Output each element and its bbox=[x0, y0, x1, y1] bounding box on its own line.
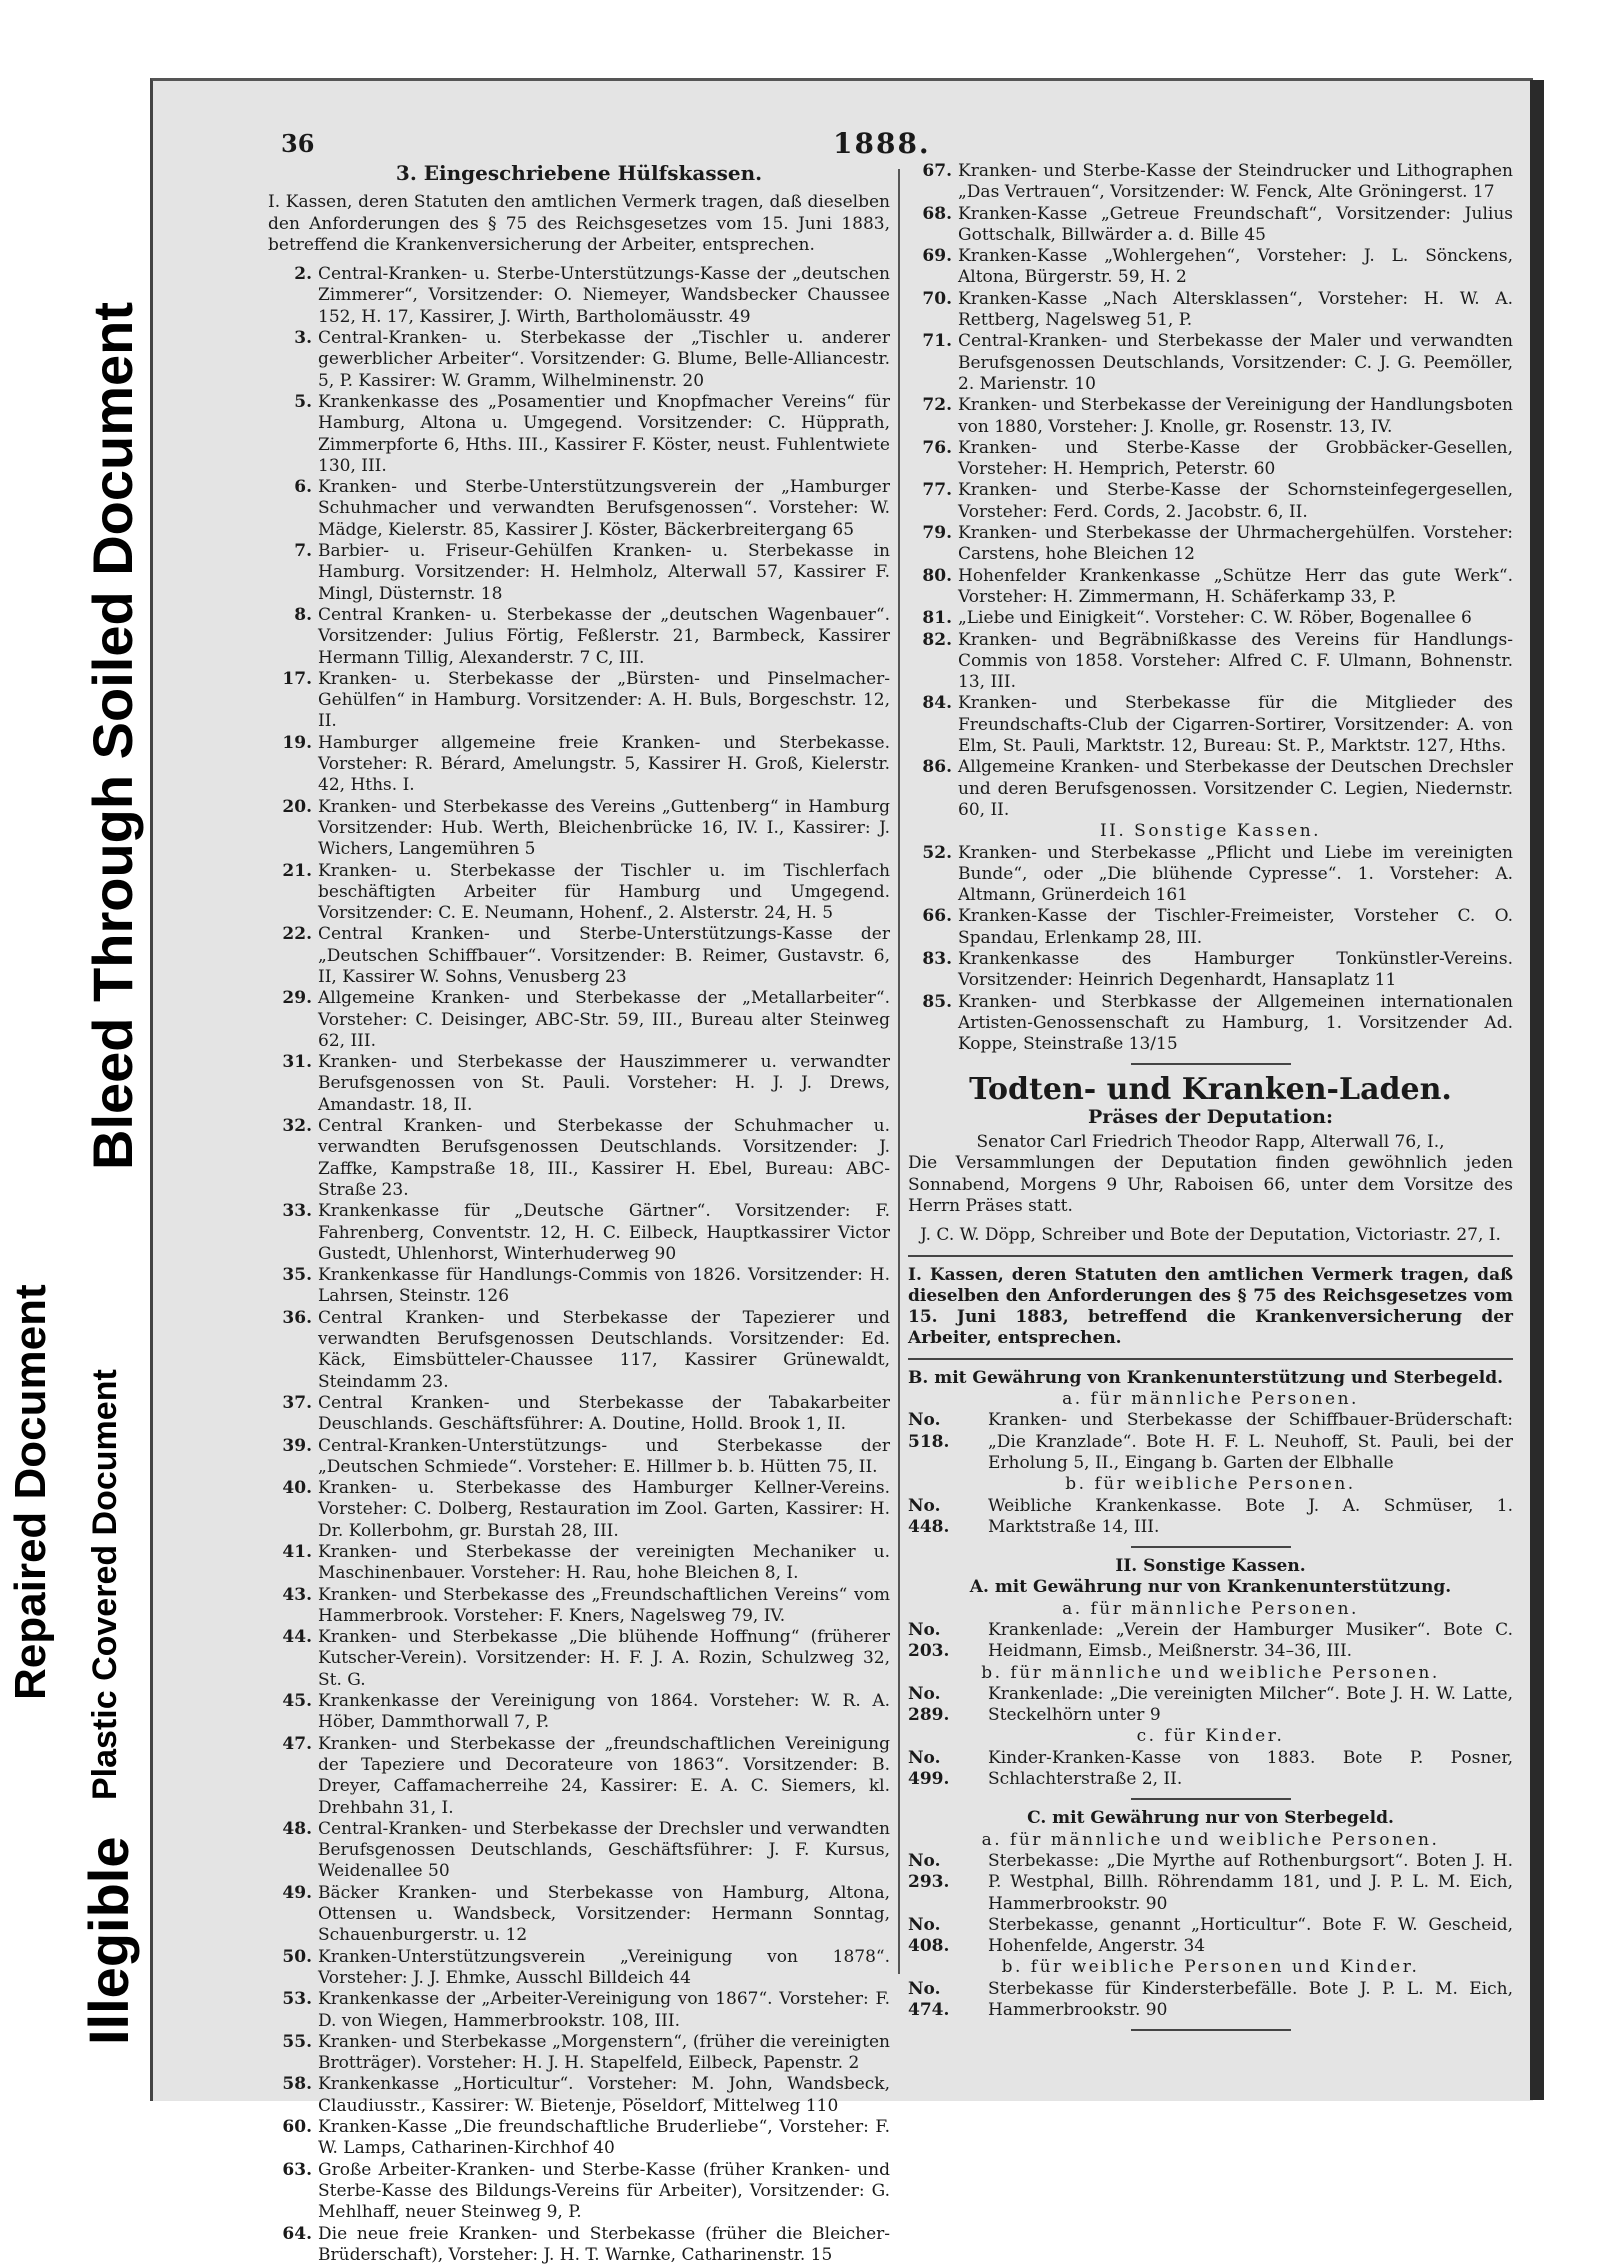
entry-number: 69. bbox=[908, 246, 958, 289]
c-heading: C. mit Gewährung nur von Sterbegeld. bbox=[908, 1808, 1513, 1829]
entry-number: 48. bbox=[268, 1819, 318, 1883]
a3-mw: a. für männliche und weibliche Personen. bbox=[908, 1830, 1513, 1851]
entry bbox=[268, 2160, 890, 2224]
entry-number: 49. bbox=[268, 1883, 318, 1947]
entry bbox=[268, 2074, 890, 2117]
entry-number: 55. bbox=[268, 2032, 318, 2075]
entry-number: 85. bbox=[908, 992, 958, 1056]
entry-text: Central-Kranken- u. Sterbe-Unterstützungs-Kasse der „deutschen Zimmerer“, Vorsitzender: O. Niemeyer, Wandsbecker Chaussee 152, H. 17, Kassirer, J. Wirth, Bartholomäusstr. 49 bbox=[318, 264, 890, 328]
section-sonstige-kassen: II. Sonstige Kassen. bbox=[908, 821, 1513, 842]
entry-no499 bbox=[908, 1748, 1513, 1791]
entry bbox=[908, 693, 1513, 757]
entry bbox=[268, 924, 890, 988]
entry-text: Central-Kranken-Unterstützungs- und Sterbekasse der „Deutschen Schmiede“. Vorsteher: E. Hillmer b. b. Hütten 75, II. bbox=[318, 1436, 890, 1479]
entry-number: No. 408. bbox=[908, 1915, 988, 1958]
entry bbox=[268, 1201, 890, 1265]
entry bbox=[268, 264, 890, 328]
entry bbox=[908, 480, 1513, 523]
entry-number: 86. bbox=[908, 757, 958, 821]
entry-text: Kranken-Kasse der Tischler-Freimeister, Vorsteher C. O. Spandau, Erlenkamp 28, III. bbox=[958, 906, 1513, 949]
entry bbox=[268, 541, 890, 605]
entry bbox=[268, 1542, 890, 1585]
entry bbox=[908, 395, 1513, 438]
entry-text: Barbier- u. Friseur-Gehülfen Kranken- u. Sterbekasse in Hamburg. Vorsitzender: H. Helmholz, Alterwall 57, Kassirer F. Mingl, Düsternstr. 18 bbox=[318, 541, 890, 605]
entry bbox=[268, 477, 890, 541]
entry-number: 35. bbox=[268, 1265, 318, 1308]
entry-number: 53. bbox=[268, 1989, 318, 2032]
entry bbox=[908, 906, 1513, 949]
entry-text: Weibliche Krankenkasse. Bote J. A. Schmüser, 1. Marktstraße 14, III. bbox=[988, 1496, 1513, 1539]
divider bbox=[1131, 1063, 1291, 1065]
entry-text: Kranken- und Sterbe-Unterstützungsverein der „Hamburger Schuhmacher und verwandten Berufsgenossen“. Vorsteher: W. Mädge, Kielerstr. 85, Kassirer J. Köster, Bäckerbreitergang 65 bbox=[318, 477, 890, 541]
page-year: 1888. bbox=[833, 127, 931, 160]
entry-text: Hamburger allgemeine freie Kranken- und Sterbekasse. Vorsteher: R. Bérard, Amelungstr. 5, Kassirer H. Groß, Kielerstr. 42, Hths. I. bbox=[318, 733, 890, 797]
entry-text: Central Kranken- und Sterbe-Unterstützungs-Kasse der „Deutschen Schiffbauer“. Vorsitzender: B. Reimer, Gustavstr. 6, II, Kassirer W. Sohns, Venusberg 23 bbox=[318, 924, 890, 988]
entry bbox=[908, 246, 1513, 289]
entry-number: 39. bbox=[268, 1436, 318, 1479]
left-column bbox=[268, 161, 890, 2266]
entry-number: 2. bbox=[268, 264, 318, 328]
entry-text: Kranken- und Begräbnißkasse des Vereins für Handlungs-Commis von 1858. Vorsteher: Alfred C. F. Ulmann, Bohnenstr. 13, III. bbox=[958, 630, 1513, 694]
ii-sonstige: II. Sonstige Kassen. bbox=[908, 1556, 1513, 1577]
entry bbox=[908, 630, 1513, 694]
entry-number: 71. bbox=[908, 331, 958, 395]
entry-text: Krankenkasse der „Arbeiter-Vereinigung von 1867“. Vorsteher: F. D. von Wiegen, Hammerbrookstr. 108, III. bbox=[318, 1989, 890, 2032]
a-heading: A. mit Gewährung nur von Krankenunterstützung. bbox=[908, 1577, 1513, 1598]
entry bbox=[268, 1116, 890, 1201]
entry bbox=[268, 861, 890, 925]
entry-number: 60. bbox=[268, 2117, 318, 2160]
entry bbox=[908, 992, 1513, 1056]
entry-text: Hohenfelder Krankenkasse „Schütze Herr das gute Werk“. Vorsteher: H. Zimmermann, H. Schäferkamp 33, P. bbox=[958, 566, 1513, 609]
entry bbox=[268, 1393, 890, 1436]
entry-text: Kranken- und Sterbekasse der Vereinigung der Handlungsboten von 1880, Vorsteher: J. Knolle, gr. Rosenstr. 13, IV. bbox=[958, 395, 1513, 438]
entry bbox=[268, 1883, 890, 1947]
entry-text: Kranken-Kasse „Die freundschaftliche Bruderliebe“, Vorsteher: F. W. Lamps, Catharinen-Kirchhof 40 bbox=[318, 2117, 890, 2160]
entry-text: Sterbekasse, genannt „Horticultur“. Bote F. W. Gescheid, Hohenfelde, Angerstr. 34 bbox=[988, 1915, 1513, 1958]
entry-number: 64. bbox=[268, 2224, 318, 2266]
entry-no293 bbox=[908, 1851, 1513, 1915]
entry-text: Sterbekasse für Kindersterbefälle. Bote J. P. L. M. Eich, Hammerbrookstr. 90 bbox=[988, 1979, 1513, 2022]
entry-text: Central Kranken- und Sterbekasse der Tabakarbeiter Deuschlands. Geschäftsführer: A. Doutine, Holld. Brook 1, II. bbox=[318, 1393, 890, 1436]
entry-number: 6. bbox=[268, 477, 318, 541]
entry-number: 20. bbox=[268, 797, 318, 861]
entry bbox=[908, 843, 1513, 907]
entry-number: 32. bbox=[268, 1116, 318, 1201]
entry-number: 66. bbox=[908, 906, 958, 949]
left-intro: I. Kassen, deren Statuten den amtlichen Vermerk tragen, daß dieselben den Anforderungen des § 75 des Reichsgesetzes vom 15. Juni 1883, betreffend die Krankenversicherung der Arbeiter, entsprechen. bbox=[268, 192, 890, 256]
todten-title: Todten- und Kranken-Laden. bbox=[908, 1079, 1513, 1100]
entry-text: Bäcker Kranken- und Sterbekasse von Hamburg, Altona, Ottensen u. Wandsbeck, Vorsitzender: Hermann Sonntag, Schauenburgerstr. u. 12 bbox=[318, 1883, 890, 1947]
c-kinder: c. für Kinder. bbox=[908, 1726, 1513, 1747]
entry-text: Sterbekasse: „Die Myrthe auf Rothenburgsort“. Boten J. H. P. Westphal, Billh. Röhrendamm 181, und J. P. L. M. Eich, Hammerbrookstr. 90 bbox=[988, 1851, 1513, 1915]
entry-number: 79. bbox=[908, 523, 958, 566]
entry-number: 41. bbox=[268, 1542, 318, 1585]
entry-number: No. 518. bbox=[908, 1410, 988, 1474]
entry-text: Große Arbeiter-Kranken- und Sterbe-Kasse (früher Kranken- und Sterbe-Kasse des Bildungs-Vereins für Arbeiter), Vorsitzender: G. Mehlhaff, neuer Steinweg 9, P. bbox=[318, 2160, 890, 2224]
entry-number: 21. bbox=[268, 861, 318, 925]
entry-text: Krankenkasse „Horticultur“. Vorsteher: M. John, Wandsbeck, Claudiusstr., Kassirer: W. Bietenje, Pöseldorf, Mittelweg 110 bbox=[318, 2074, 890, 2117]
entry bbox=[268, 1478, 890, 1542]
entry-number: No. 499. bbox=[908, 1748, 988, 1791]
entry-text: Allgemeine Kranken- und Sterbekasse der Deutschen Drechsler und deren Berufsgenossen. Vorsitzender C. Legien, Niedernstr. 60, II. bbox=[958, 757, 1513, 821]
entry bbox=[268, 669, 890, 733]
entry-text: Kranken- und Sterbekasse „Die blühende Hoffnung“ (früherer Kutscher-Verein). Vorsitzender: H. F. J. A. Rozin, Schulzweg 32, St. G. bbox=[318, 1627, 890, 1691]
entry-number: 3. bbox=[268, 328, 318, 392]
entry-number: 31. bbox=[268, 1052, 318, 1116]
entry bbox=[268, 1308, 890, 1393]
entry-text: Kranken- und Sterbekasse für die Mitglieder des Freundschafts-Club der Cigarren-Sortirer, Vorsitzender: A. von Elm, St. Pauli, Marktstr. 12, Bureau: St. P., Marktstr. 127, Hths. bbox=[958, 693, 1513, 757]
entry-text: Kranken-Kasse „Nach Altersklassen“, Vorsteher: H. W. A. Rettberg, Nagelsweg 51, P. bbox=[958, 289, 1513, 332]
entry bbox=[268, 1819, 890, 1883]
b-maennlich-weiblich: b. für männliche und weibliche Personen. bbox=[908, 1663, 1513, 1684]
entry-text: Kranken- und Sterbekasse der Uhrmachergehülfen. Vorsteher: Carstens, hohe Bleichen 12 bbox=[958, 523, 1513, 566]
entry bbox=[268, 1052, 890, 1116]
entry-number: 52. bbox=[908, 843, 958, 907]
entry-number: No. 448. bbox=[908, 1496, 988, 1539]
b-weiblich-kinder: b. für weibliche Personen und Kinder. bbox=[908, 1957, 1513, 1978]
entry-text: Kranken- und Sterbekasse der vereinigten Mechaniker u. Maschinenbauer. Vorsteher: H. Rau, hohe Bleichen 8, I. bbox=[318, 1542, 890, 1585]
entry bbox=[908, 161, 1513, 204]
entry-text: Kranken-Kasse „Wohlergehen“, Vorsteher: J. L. Sönckens, Altona, Bürgerstr. 59, H. 2 bbox=[958, 246, 1513, 289]
entry-text: Kranken- und Sterbekasse „Morgenstern“, (früher die vereinigten Brotträger). Vorsteher: H. J. H. Stapelfeld, Eilbeck, Papenstr. 2 bbox=[318, 2032, 890, 2075]
label-soiled-document: Soiled Document bbox=[81, 302, 144, 759]
divider bbox=[1131, 1798, 1291, 1800]
entry bbox=[908, 204, 1513, 247]
left-entries bbox=[268, 264, 890, 2266]
entry bbox=[268, 2117, 890, 2160]
entry-no448 bbox=[908, 1496, 1513, 1539]
entry-text: Central-Kranken- u. Sterbekasse der „Tischler u. anderer gewerblicher Arbeiter“. Vorsitzender: G. Blume, Belle-Alliancestr. 5, P. Kassirer: W. Gramm, Wilhelminenstr. 20 bbox=[318, 328, 890, 392]
scanned-page bbox=[150, 78, 1533, 2101]
entry-number: 81. bbox=[908, 608, 958, 629]
entry-text: Allgemeine Kranken- und Sterbekasse der „Metallarbeiter“. Vorsteher: C. Deisinger, ABC-Str. 59, III., Bureau alter Steinweg 62, III. bbox=[318, 988, 890, 1052]
entry-number: 70. bbox=[908, 289, 958, 332]
entry-number: 5. bbox=[268, 392, 318, 477]
entry-number: 83. bbox=[908, 949, 958, 992]
entry bbox=[268, 328, 890, 392]
entry-number: No. 293. bbox=[908, 1851, 988, 1915]
b-heading: B. mit Gewährung von Krankenunterstützung und Sterbegeld. bbox=[908, 1368, 1513, 1389]
entry-text: Kranken- und Sterbe-Kasse der Steindrucker und Lithographen „Das Vertrauen“, Vorsitzender: W. Fenck, Alte Gröningerst. 17 bbox=[958, 161, 1513, 204]
label-repaired-document: Repaired Document bbox=[6, 1284, 56, 1700]
entry bbox=[268, 1627, 890, 1691]
entry-number: 37. bbox=[268, 1393, 318, 1436]
entry-text: Kranken- und Sterbekasse des „Freundschaftlichen Vereins“ vom Hammerbrook. Vorsteher: F. Kners, Nagelsweg 79, IV. bbox=[318, 1585, 890, 1628]
entry-text: Kranken- u. Sterbekasse der Tischler u. im Tischlerfach beschäftigten Arbeiter für Hamburg und Umgegend. Vorsitzender: C. E. Neumann, Hohenf., 2. Alsterstr. 24, H. 5 bbox=[318, 861, 890, 925]
entry-text: Central Kranken- und Sterbekasse der Tapezierer und verwandten Berufsgenossen Deutschlands. Vorsitzender: Ed. Käck, Eimsbütteler-Chaussee 117, Kassirer Grünewaldt, Steindamm 23. bbox=[318, 1308, 890, 1393]
entry-number: 33. bbox=[268, 1201, 318, 1265]
entry-text: Krankenkasse des „Posamentier und Knopfmacher Vereins“ für Hamburg, Altona u. Umgegend. Vorsitzender: C. Hüpprath, Zimmerpforte 6, Hths. III., Kassirer F. Köster, neust. Fuhlentwiete 130, III. bbox=[318, 392, 890, 477]
entry-text: Kranken- und Sterbekasse der „freundschaftlichen Vereinigung der Tapeziere und Decorateure von 1863“. Vorsitzender: B. Dreyer, Caffamacherreihe 24, Kassirer: E. A. C. Siemers, kl. Drehbahn 31, I. bbox=[318, 1734, 890, 1819]
entry bbox=[268, 1947, 890, 1990]
kassen-i-text: I. Kassen, deren Statuten den amtlichen Vermerk tragen, daß dieselben den Anforderungen des § 75 des Reichsgesetzes vom 15. Juni 1883, betreffend die Krankenversicherung der Arbeiter, entsprechen. bbox=[908, 1265, 1513, 1350]
entry-number: 8. bbox=[268, 605, 318, 669]
entry-no518 bbox=[908, 1410, 1513, 1474]
right-column bbox=[908, 161, 1513, 2039]
entry bbox=[268, 988, 890, 1052]
label-plastic-covered: Plastic Covered Document bbox=[86, 1369, 125, 1800]
entry-number: 44. bbox=[268, 1627, 318, 1691]
entry-text: Kranken- u. Sterbekasse der „Bürsten- und Pinselmacher-Gehülfen“ in Hamburg. Vorsitzender: A. H. Buls, Borgeschstr. 12, II. bbox=[318, 669, 890, 733]
entry-number: 45. bbox=[268, 1691, 318, 1734]
entry bbox=[268, 1585, 890, 1628]
entry-text: Central-Kranken- und Sterbekasse der Drechsler und verwandten Berufsgenossen Deutschlands, Geschäftsführer: J. F. Kursus, Weidenallee 50 bbox=[318, 1819, 890, 1883]
a2-maennlich: a. für männliche Personen. bbox=[908, 1599, 1513, 1620]
entry-number: 19. bbox=[268, 733, 318, 797]
left-heading: 3. Eingeschriebene Hülfskassen. bbox=[268, 163, 890, 184]
entry bbox=[268, 2032, 890, 2075]
entry-text: Kranken- und Sterbekasse der Schiffbauer-Brüderschaft: „Die Kranzlade“. Bote H. F. L. Neuhoff, St. Pauli, bei der Erholung 5, II., Eingang b. Garten der Elbhalle bbox=[988, 1410, 1513, 1474]
entry bbox=[268, 1436, 890, 1479]
entry-number: 36. bbox=[268, 1308, 318, 1393]
divider-full-2 bbox=[908, 1358, 1513, 1360]
entry bbox=[908, 331, 1513, 395]
entry bbox=[908, 523, 1513, 566]
entry-number: 7. bbox=[268, 541, 318, 605]
entry-no203 bbox=[908, 1620, 1513, 1663]
divider-full bbox=[908, 1255, 1513, 1257]
praeses-heading: Präses der Deputation: bbox=[908, 1107, 1513, 1128]
entry-number: No. 203. bbox=[908, 1620, 988, 1663]
entry-no408 bbox=[908, 1915, 1513, 1958]
entry-text: Kranken-Unterstützungsverein „Vereinigung von 1878“. Vorsteher: J. J. Ehmke, Ausschl Billdeich 44 bbox=[318, 1947, 890, 1990]
label-illegible: Illegible bbox=[76, 1837, 141, 2046]
entry-text: Krankenkasse des Hamburger Tonkünstler-Vereins. Vorsitzender: Heinrich Degenhardt, Hansaplatz 11 bbox=[958, 949, 1513, 992]
entry-number: 82. bbox=[908, 630, 958, 694]
entry-number: 67. bbox=[908, 161, 958, 204]
entry-number: 29. bbox=[268, 988, 318, 1052]
entry-text: Kranken-Kasse „Getreue Freundschaft“, Vorsitzender: Julius Gottschalk, Billwärder a. d. Bille 45 bbox=[958, 204, 1513, 247]
entry-text: Central Kranken- und Sterbekasse der Schuhmacher u. verwandten Berufsgenossen Deutschlands. Vorsitzender: J. Zaffke, Kampstraße 18, III., Kassirer H. Ebel, Bureau: ABC-Straße 23. bbox=[318, 1116, 890, 1201]
entry-text: Kranken- und Sterbkasse der Allgemeinen internationalen Artisten-Genossenschaft zu Hamburg, 1. Vorsitzender Ad. Koppe, Steinstraße 13/15 bbox=[958, 992, 1513, 1056]
entry-text: Kranken- und Sterbekasse des Vereins „Guttenberg“ in Hamburg Vorsitzender: Hub. Werth, Bleichenbrücke 16, IV. I., Kassirer: J. Wichers, Langemühren 5 bbox=[318, 797, 890, 861]
entry-number: 63. bbox=[268, 2160, 318, 2224]
entry-text: Krankenlade: „Verein der Hamburger Musiker“. Bote C. Heidmann, Eimsb., Meißnerstr. 34–36, III. bbox=[988, 1620, 1513, 1663]
entry bbox=[268, 1691, 890, 1734]
entry bbox=[908, 757, 1513, 821]
entry-number: No. 289. bbox=[908, 1684, 988, 1727]
page-number: 36 bbox=[281, 129, 314, 158]
entry-number: 43. bbox=[268, 1585, 318, 1628]
entry bbox=[268, 1265, 890, 1308]
right-entries bbox=[908, 161, 1513, 821]
entry-number: 58. bbox=[268, 2074, 318, 2117]
entry bbox=[908, 608, 1513, 629]
entry-text: Die neue freie Kranken- und Sterbekasse (früher die Bleicher-Brüderschaft), Vorsteher: J. H. T. Warnke, Catharinenstr. 15 bbox=[318, 2224, 890, 2266]
entry-text: Kranken- und Sterbe-Kasse der Grobbäcker-Gesellen, Vorsteher: H. Hemprich, Peterstr. 60 bbox=[958, 438, 1513, 481]
entry bbox=[268, 733, 890, 797]
entry bbox=[268, 2224, 890, 2266]
entry-text: Kranken- und Sterbe-Kasse der Schornsteinfegergesellen, Vorsteher: Ferd. Cords, 2. Jacobstr. 6, II. bbox=[958, 480, 1513, 523]
entry-text: Kinder-Kranken-Kasse von 1883. Bote P. Posner, Schlachterstraße 2, II. bbox=[988, 1748, 1513, 1791]
entry-number: 22. bbox=[268, 924, 318, 988]
label-bleed-through: Bleed Through bbox=[81, 775, 144, 1170]
entry-no474 bbox=[908, 1979, 1513, 2022]
entry-text: Krankenkasse für „Deutsche Gärtner“. Vorsitzender: F. Fahrenberg, Conventstr. 12, H. C. Eilbeck, Hauptkassirer Victor Gustedt, Uhlenhorst, Winterhuderweg 90 bbox=[318, 1201, 890, 1265]
entry-number: 40. bbox=[268, 1478, 318, 1542]
entry-text: Kranken- und Sterbekasse „Pflicht und Liebe im vereinigten Bunde“, oder „Die blühende Cypresse“. 1. Vorsteher: A. Altmann, Grünerdeich 161 bbox=[958, 843, 1513, 907]
divider bbox=[1131, 1546, 1291, 1548]
entry bbox=[268, 392, 890, 477]
entry bbox=[908, 566, 1513, 609]
entry-text: Kranken- u. Sterbekasse des Hamburger Kellner-Vereins. Vorsteher: C. Dolberg, Restauration im Zool. Garten, Kassirer: H. Dr. Kollerbohm, gr. Burstah 28, III. bbox=[318, 1478, 890, 1542]
entry bbox=[908, 289, 1513, 332]
entry-number: 72. bbox=[908, 395, 958, 438]
entry-number: 77. bbox=[908, 480, 958, 523]
entry-number: 50. bbox=[268, 1947, 318, 1990]
entry-no289 bbox=[908, 1684, 1513, 1727]
entry-number: 76. bbox=[908, 438, 958, 481]
entry-text: Kranken- und Sterbekasse der Hauszimmerer u. verwandter Berufsgenossen von St. Pauli. Vorsteher: H. J. J. Drews, Amandastr. 18, II. bbox=[318, 1052, 890, 1116]
right-entries-2 bbox=[908, 843, 1513, 1056]
entry-text: Krankenkasse der Vereinigung von 1864. Vorsteher: W. R. A. Höber, Dammthorwall 7, P. bbox=[318, 1691, 890, 1734]
entry bbox=[268, 1989, 890, 2032]
entry-number: No. 474. bbox=[908, 1979, 988, 2022]
entry-number: 68. bbox=[908, 204, 958, 247]
entry bbox=[268, 1734, 890, 1819]
versammlungen-text: Die Versammlungen der Deputation finden gewöhnlich jeden Sonnabend, Morgens 9 Uhr, Raboisen 66, unter dem Vorsitze des Herrn Präses statt. bbox=[908, 1153, 1513, 1217]
entry bbox=[268, 797, 890, 861]
a-maennlich: a. für männliche Personen. bbox=[908, 1389, 1513, 1410]
b-weiblich: b. für weibliche Personen. bbox=[908, 1474, 1513, 1495]
entry-text: Krankenlade: „Die vereinigten Milcher“. Bote J. H. W. Latte, Steckelhörn unter 9 bbox=[988, 1684, 1513, 1727]
senator-line: Senator Carl Friedrich Theodor Rapp, Alterwall 76, I., bbox=[908, 1132, 1513, 1153]
entry-number: 17. bbox=[268, 669, 318, 733]
entry-number: 80. bbox=[908, 566, 958, 609]
schreiber-line: J. C. W. Döpp, Schreiber und Bote der Deputation, Victoriastr. 27, I. bbox=[908, 1225, 1513, 1246]
entry-number: 84. bbox=[908, 693, 958, 757]
entry-text: Krankenkasse für Handlungs-Commis von 1826. Vorsitzender: H. Lahrsen, Steinstr. 126 bbox=[318, 1265, 890, 1308]
entry bbox=[908, 438, 1513, 481]
entry-text: „Liebe und Einigkeit“. Vorsteher: C. W. Röber, Bogenallee 6 bbox=[958, 608, 1513, 629]
entry-text: Central-Kranken- und Sterbekasse der Maler und verwandten Berufsgenossen Deutschlands, Vorsitzender: C. J. G. Peemöller, 2. Marienstr. 10 bbox=[958, 331, 1513, 395]
entry-text: Central Kranken- u. Sterbekasse der „deutschen Wagenbauer“. Vorsitzender: Julius Förtig, Feßlerstr. 21, Barmbeck, Kassirer Hermann Tillig, Alexanderstr. 7 C, III. bbox=[318, 605, 890, 669]
book-spine bbox=[1530, 80, 1544, 2100]
side-labels bbox=[0, 0, 150, 2177]
label-bleed-through-soiled bbox=[80, 302, 145, 1170]
entry bbox=[908, 949, 1513, 992]
entry-number: 47. bbox=[268, 1734, 318, 1819]
entry bbox=[268, 605, 890, 669]
column-divider bbox=[898, 169, 900, 1974]
divider bbox=[1131, 2029, 1291, 2031]
